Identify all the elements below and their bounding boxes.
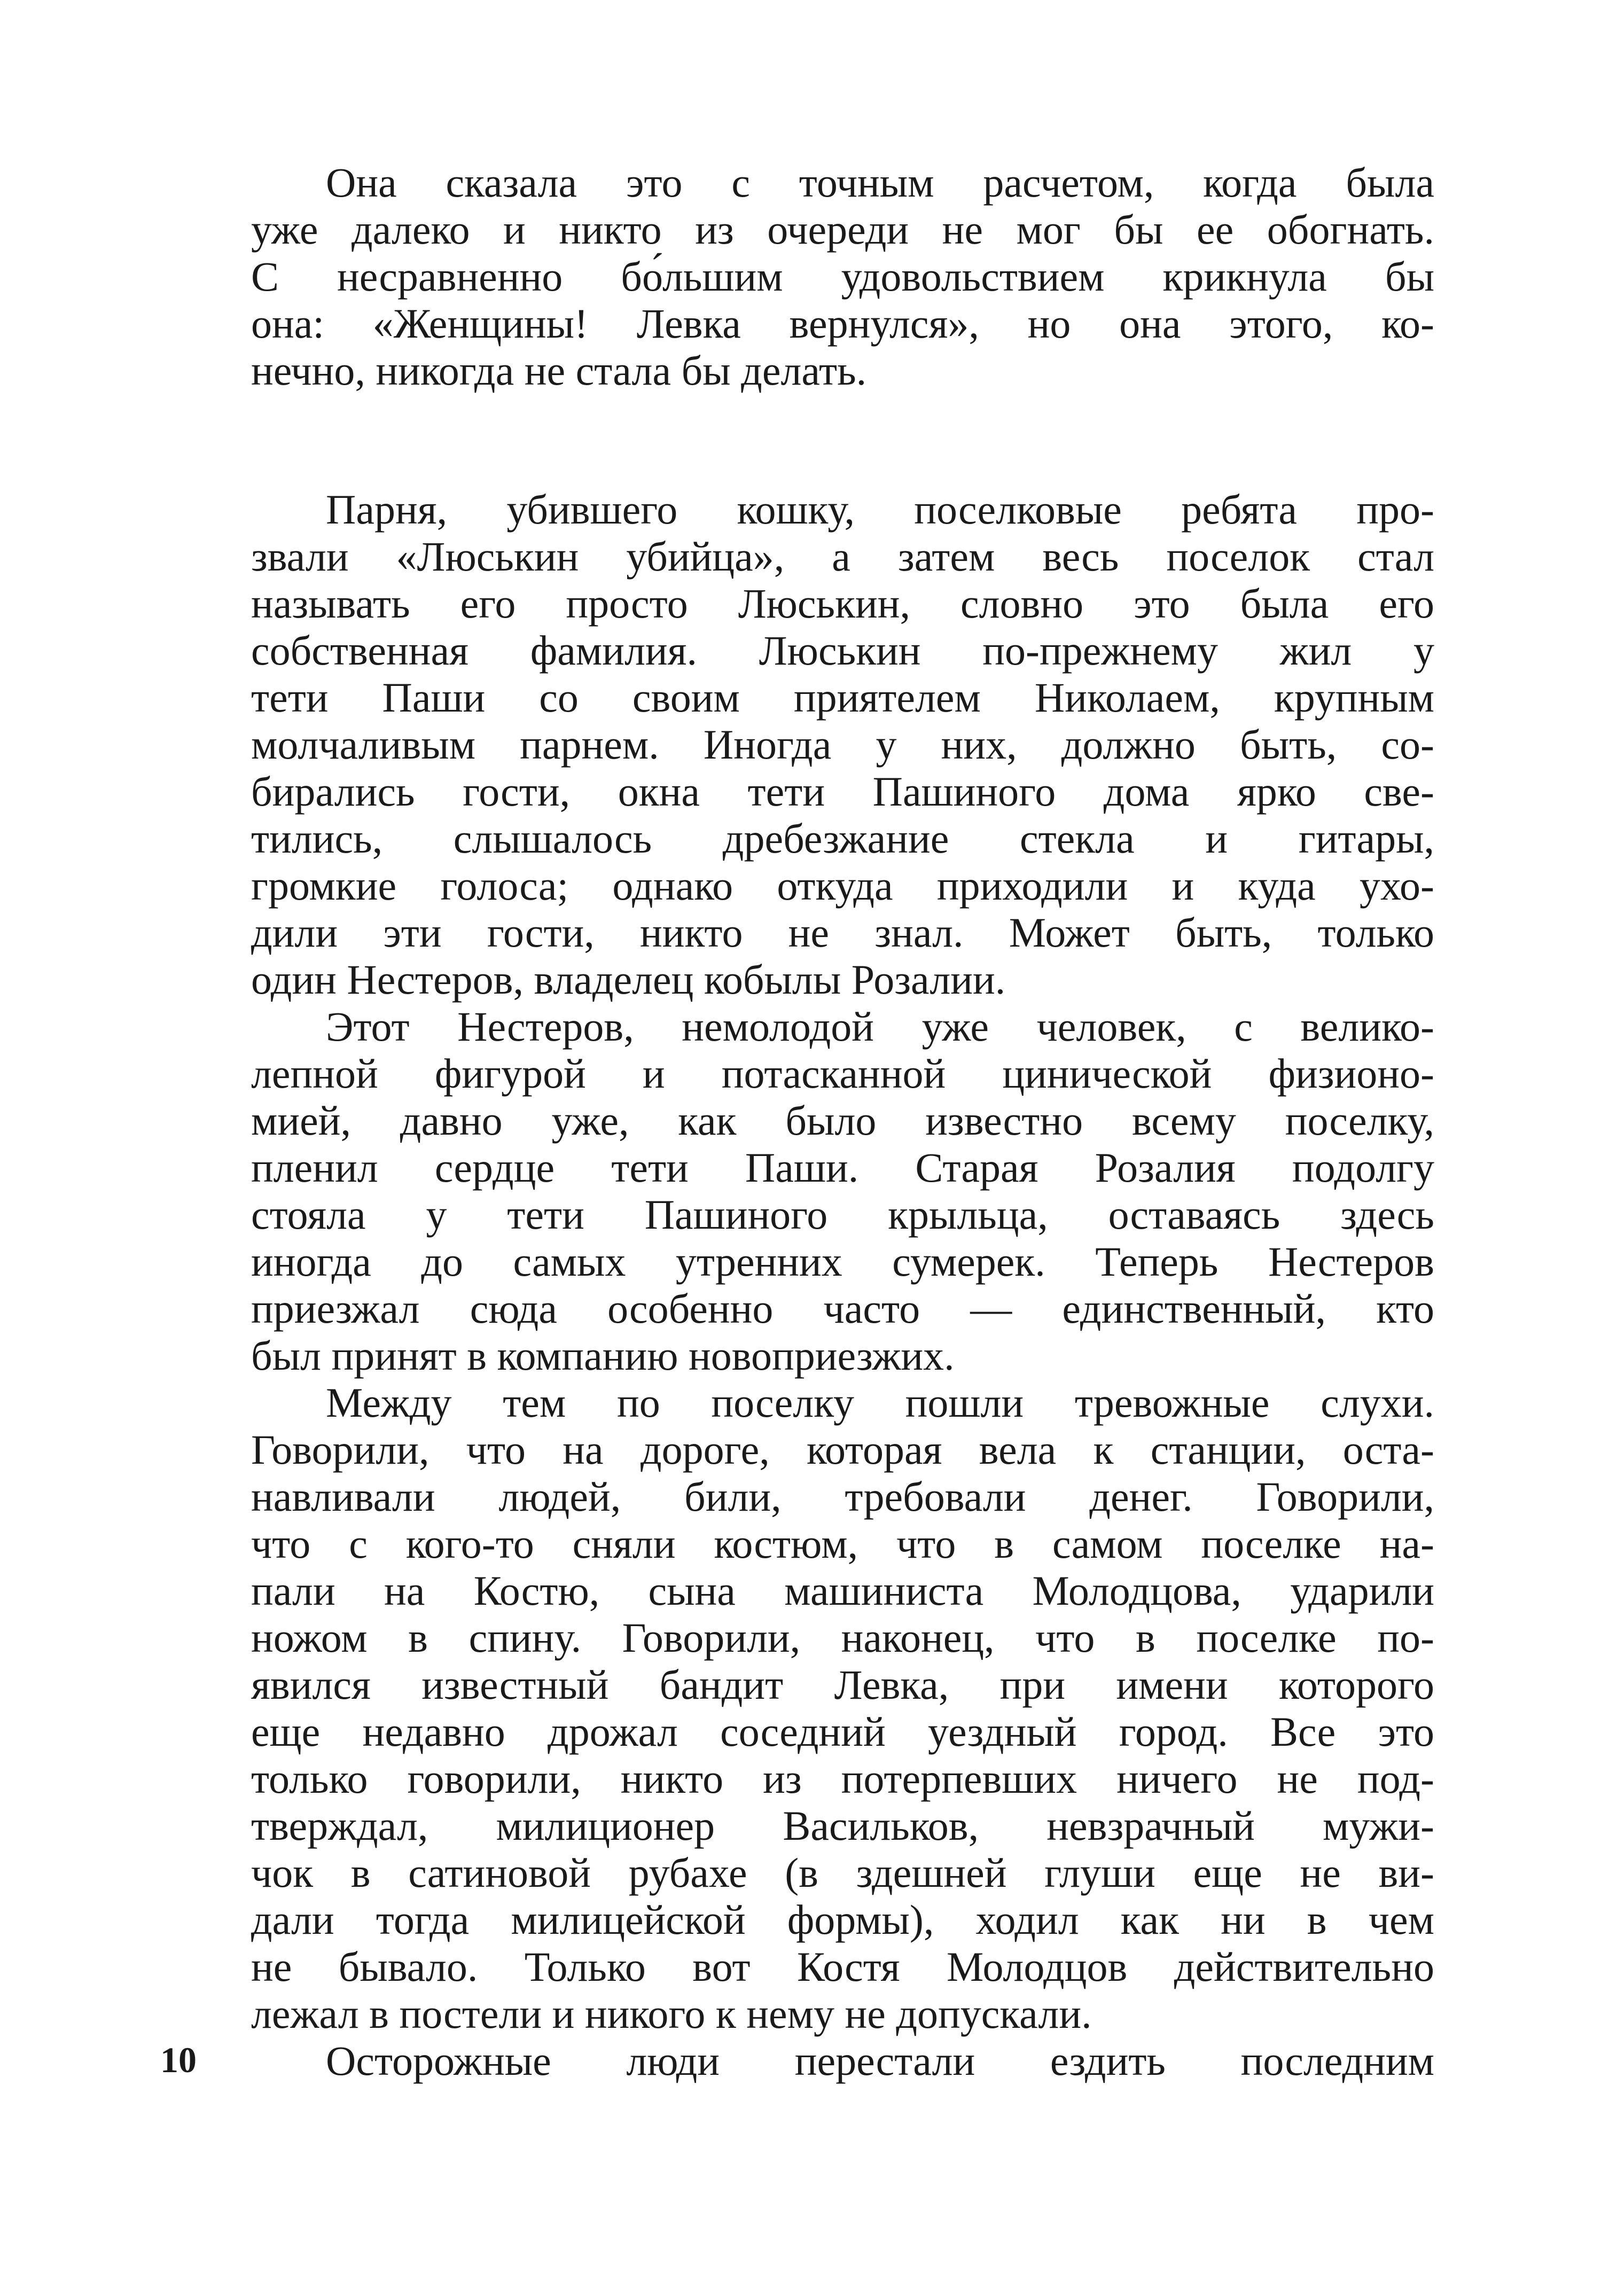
text-line: называть его просто Люськин, словно это была его <box>251 580 1434 627</box>
text-line: явился известный бандит Левка, при имени которого <box>251 1661 1434 1708</box>
text-line: Между тем по поселку пошли тревожные слухи. <box>326 1379 1434 1426</box>
text-line: Парня, убившего кошку, поселковые ребята про- <box>326 486 1434 533</box>
text-line: громкие голоса; однако откуда приходили и куда ухо- <box>251 862 1434 909</box>
text-line: лепной фигурой и потасканной цинической физионо- <box>251 1050 1434 1097</box>
text-section-1 <box>251 159 1434 394</box>
text-line: молчаливым парнем. Иногда у них, должно быть, со- <box>251 721 1434 768</box>
text-line: иногда до самых утренних сумерек. Теперь Нестеров <box>251 1238 1434 1285</box>
text-line: навливали людей, били, требовали денег. Говорили, <box>251 1473 1434 1520</box>
text-line: тились, слышалось дребезжание стекла и гитары, <box>251 815 1434 862</box>
text-line: С несравненно бо́льшим удовольствием крикнула бы <box>251 253 1434 300</box>
text-section-2 <box>251 486 1434 2084</box>
text-line: тверждал, милиционер Васильков, невзрачный мужи- <box>251 1802 1434 1849</box>
text-line: мией, давно уже, как было известно всему поселку, <box>251 1097 1434 1144</box>
text-line: был принят в компанию новоприезжих. <box>251 1332 955 1379</box>
text-line: уже далеко и никто из очереди не мог бы ее обогнать. <box>251 206 1434 253</box>
text-line: стояла у тети Пашиного крыльца, оставаясь здесь <box>251 1191 1434 1238</box>
text-line: она: «Женщины! Левка вернулся», но она этого, ко- <box>251 300 1434 347</box>
text-line: пленил сердце тети Паши. Старая Розалия подолгу <box>251 1144 1434 1191</box>
text-line: лежал в постели и никого к нему не допускали. <box>251 1990 1092 2037</box>
text-line: бирались гости, окна тети Пашиного дома ярко све- <box>251 768 1434 815</box>
text-line: дили эти гости, никто не знал. Может быть, только <box>251 909 1434 956</box>
text-line: звали «Люськин убийца», а затем весь поселок стал <box>251 533 1434 580</box>
text-line: что с кого-то сняли костюм, что в самом поселке на- <box>251 1520 1434 1567</box>
text-line: собственная фамилия. Люськин по-прежнему жил у <box>251 627 1434 674</box>
text-line: один Нестеров, владелец кобылы Розалии. <box>251 956 1006 1003</box>
text-line: приезжал сюда особенно часто — единственный, кто <box>251 1285 1434 1332</box>
text-line: Говорили, что на дороге, которая вела к станции, оста- <box>251 1426 1434 1473</box>
text-line: пали на Костю, сына машиниста Молодцова, ударили <box>251 1567 1434 1614</box>
text-line: еще недавно дрожал соседний уездный город. Все это <box>251 1708 1434 1755</box>
text-line: дали тогда милицейской формы), ходил как ни в чем <box>251 1896 1434 1943</box>
text-line: не бывало. Только вот Костя Молодцов действительно <box>251 1943 1434 1990</box>
text-line: Она сказала это с точным расчетом, когда была <box>326 159 1434 206</box>
text-line: только говорили, никто из потерпевших ничего не под- <box>251 1755 1434 1802</box>
text-line: Осторожные люди перестали ездить последним <box>326 2037 1434 2084</box>
text-line: нечно, никогда не стала бы делать. <box>251 347 867 394</box>
text-line: тети Паши со своим приятелем Николаем, крупным <box>251 674 1434 721</box>
text-line: Этот Нестеров, немолодой уже человек, с велико- <box>326 1003 1434 1050</box>
text-line: ножом в спину. Говорили, наконец, что в поселке по- <box>251 1614 1434 1661</box>
text-line: чок в сатиновой рубахе (в здешней глуши еще не ви- <box>251 1849 1434 1896</box>
page-number: 10 <box>160 2040 197 2080</box>
